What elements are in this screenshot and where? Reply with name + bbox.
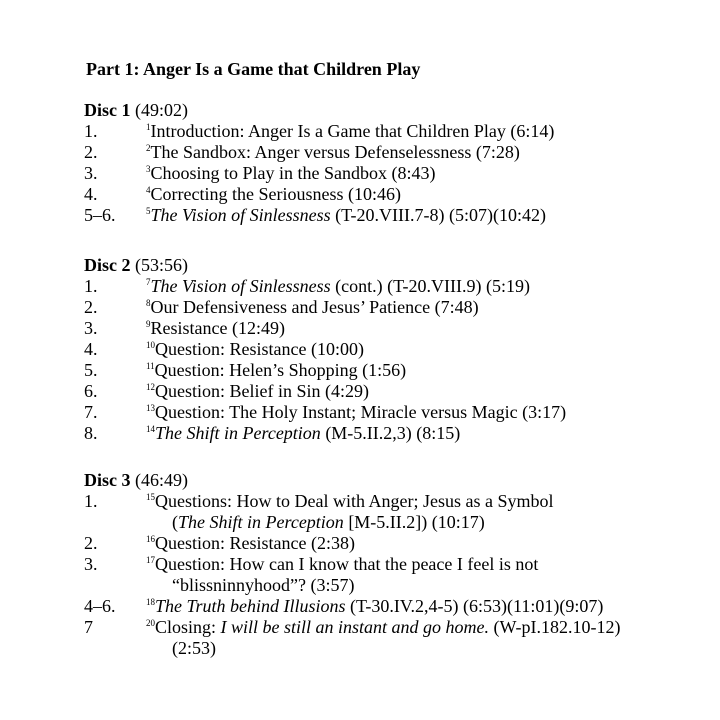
track-row — [84, 381, 566, 402]
track-text: ( — [172, 512, 178, 532]
track-title — [146, 381, 566, 402]
track-footnote-number: 4 — [146, 185, 151, 195]
italic-title-text: I will be still an instant and go home. — [220, 617, 490, 637]
track-number: 3. — [84, 318, 98, 338]
disc-name: Disc 2 — [84, 255, 131, 275]
track-number: 8. — [84, 423, 98, 443]
track-text: (2:53) — [172, 638, 216, 658]
track-text: Closing: — [155, 617, 221, 637]
track-number: 6. — [84, 381, 98, 401]
track-number: 4–6. — [84, 596, 116, 616]
disc-header — [84, 100, 554, 121]
disc-duration: (49:02) — [135, 100, 188, 120]
track-text: The Sandbox: Anger versus Defenselessness (7:28) — [150, 142, 520, 162]
track-footnote-number: 14 — [146, 424, 155, 434]
track-row — [84, 184, 554, 205]
track-text: Question: Helen’s Shopping (1:56) — [154, 360, 407, 380]
track-row — [84, 142, 554, 163]
track-number: 7 — [84, 617, 93, 637]
track-text: Introduction: Anger Is a Game that Children Play (6:14) — [150, 121, 555, 141]
track-title — [146, 423, 566, 444]
track-row — [84, 533, 620, 554]
track-title — [146, 163, 554, 184]
track-text: (M-5.II.2,3) (8:15) — [320, 423, 461, 443]
track-number: 7. — [84, 402, 98, 422]
track-number: 2. — [84, 533, 98, 553]
track-row — [84, 596, 620, 617]
track-footnote-number: 20 — [146, 618, 155, 628]
track-row — [84, 402, 566, 423]
disc-header — [84, 470, 620, 491]
disc-duration: (53:56) — [135, 255, 188, 275]
disc-section-2 — [84, 255, 566, 444]
track-title — [146, 360, 566, 381]
track-row — [84, 121, 554, 142]
track-text: Choosing to Play in the Sandbox (8:43) — [150, 163, 436, 183]
track-number: 1. — [84, 121, 98, 141]
page-title: Part 1: Anger Is a Game that Children Play — [86, 59, 421, 79]
track-title — [146, 402, 566, 423]
track-title — [146, 184, 554, 205]
track-row — [84, 297, 566, 318]
track-row — [84, 554, 620, 596]
track-footnote-number: 12 — [146, 382, 155, 392]
track-text: Questions: How to Deal with Anger; Jesus as a Symbol — [155, 491, 554, 511]
track-list — [84, 276, 566, 444]
track-number: 3. — [84, 163, 98, 183]
track-number: 3. — [84, 554, 98, 574]
track-number: 2. — [84, 142, 98, 162]
track-footnote-number: 2 — [146, 143, 151, 153]
track-row — [84, 205, 554, 226]
track-row — [84, 491, 620, 533]
track-number: 1. — [84, 276, 98, 296]
track-number: 1. — [84, 491, 98, 511]
italic-title-text: The Vision of Sinlessness — [150, 205, 331, 225]
track-title — [146, 533, 620, 554]
italic-title-text: The Truth behind Illusions — [155, 596, 346, 616]
track-row — [84, 318, 566, 339]
track-text: Question: The Holy Instant; Miracle versus Magic (3:17) — [155, 402, 567, 422]
track-text: (cont.) (T-20.VIII.9) (5:19) — [330, 276, 530, 296]
track-text: “blissninnyhood”? (3:57) — [172, 575, 355, 595]
disc-header — [84, 255, 566, 276]
track-text: (T-30.IV.2,4-5) (6:53)(11:01)(9:07) — [345, 596, 604, 616]
track-footnote-number: 13 — [146, 403, 155, 413]
track-footnote-number: 5 — [146, 206, 151, 216]
track-footnote-number: 11 — [146, 361, 155, 371]
track-footnote-number: 10 — [146, 340, 155, 350]
track-text: Resistance (12:49) — [150, 318, 285, 338]
track-number: 5–6. — [84, 205, 116, 225]
track-number: 4. — [84, 184, 98, 204]
track-title-continuation — [172, 512, 620, 533]
track-text: Question: How can I know that the peace I feel is not — [155, 554, 539, 574]
track-text: (W-pI.182.10-12) — [489, 617, 621, 637]
track-title — [146, 554, 620, 575]
track-list — [84, 491, 620, 659]
track-row — [84, 617, 620, 659]
track-text: Question: Resistance (2:38) — [155, 533, 355, 553]
track-title-continuation — [172, 575, 620, 596]
track-text: Correcting the Seriousness (10:46) — [150, 184, 401, 204]
disc-duration: (46:49) — [135, 470, 188, 490]
track-footnote-number: 15 — [146, 492, 155, 502]
track-title — [146, 297, 566, 318]
track-footnote-number: 1 — [146, 122, 151, 132]
track-footnote-number: 17 — [146, 555, 155, 565]
track-footnote-number: 8 — [146, 298, 151, 308]
track-number: 2. — [84, 297, 98, 317]
track-text: Our Defensiveness and Jesus’ Patience (7:48) — [150, 297, 479, 317]
track-list — [84, 121, 554, 226]
track-footnote-number: 3 — [146, 164, 151, 174]
track-title — [146, 318, 566, 339]
track-title — [146, 596, 620, 617]
track-text: (T-20.VIII.7-8) (5:07)(10:42) — [330, 205, 546, 225]
track-row — [84, 163, 554, 184]
track-title — [146, 339, 566, 360]
disc-section-1 — [84, 100, 554, 226]
track-row — [84, 276, 566, 297]
track-text: Question: Resistance (10:00) — [155, 339, 364, 359]
italic-title-text: The Shift in Perception — [155, 423, 321, 443]
track-row — [84, 360, 566, 381]
track-title — [146, 617, 620, 638]
disc-name: Disc 3 — [84, 470, 131, 490]
italic-title-text: The Shift in Perception — [178, 512, 344, 532]
track-row — [84, 339, 566, 360]
track-footnote-number: 18 — [146, 597, 155, 607]
track-footnote-number: 9 — [146, 319, 151, 329]
track-footnote-number: 16 — [146, 534, 155, 544]
disc-section-3 — [84, 470, 620, 659]
track-row — [84, 423, 566, 444]
track-title — [146, 276, 566, 297]
track-title — [146, 142, 554, 163]
track-title — [146, 491, 620, 512]
track-number: 5. — [84, 360, 98, 380]
track-title — [146, 205, 554, 226]
track-title — [146, 121, 554, 142]
disc-name: Disc 1 — [84, 100, 131, 120]
track-footnote-number: 7 — [146, 277, 151, 287]
track-text: Question: Belief in Sin (4:29) — [155, 381, 369, 401]
italic-title-text: The Vision of Sinlessness — [150, 276, 331, 296]
track-title-continuation — [172, 638, 620, 659]
track-number: 4. — [84, 339, 98, 359]
track-text: [M-5.II.2]) (10:17) — [343, 512, 485, 532]
